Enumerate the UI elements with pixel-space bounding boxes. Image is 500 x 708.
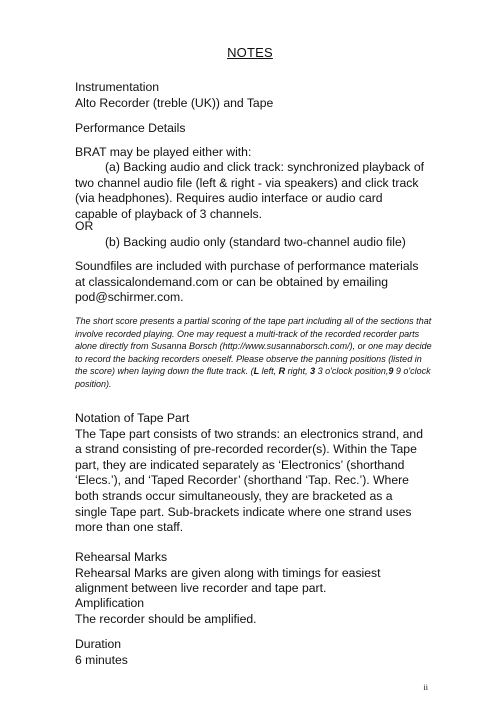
rehearsal-section bbox=[75, 550, 425, 597]
performance-intro: BRAT may be played either with: bbox=[75, 145, 252, 159]
amplification-text: The recorder should be amplified. bbox=[75, 611, 257, 626]
page-title: NOTES bbox=[227, 45, 273, 60]
amplification-heading: Amplification bbox=[75, 596, 145, 610]
performance-option-b: (b) Backing audio only (standard two-channel audio file) bbox=[105, 235, 406, 249]
duration-heading: Duration bbox=[75, 637, 122, 651]
score-note-three-text: 3 o'clock position, bbox=[315, 366, 389, 377]
score-note-text: The short score presents a partial scoring of the tape part including all of the sections that involve recorded playing. One may request a multi-track of the recorded recorder parts alone directly from Susanna Borsch (http://www.susannaborsch.com/), or one may decide to record the backing recorders oneself. Please observe the panning positions (listed in the score) when laying down the flute track. ( bbox=[75, 316, 432, 377]
instrumentation-text: Alto Recorder (treble (UK)) and Tape bbox=[75, 95, 274, 110]
rehearsal-text: Rehearsal Marks are given along with timings for easiest alignment between live recorder and tape part. bbox=[75, 565, 381, 596]
notation-section bbox=[75, 411, 425, 536]
amplification-section bbox=[75, 596, 425, 627]
score-note-nine-text: 9 o'clock position). bbox=[75, 366, 431, 389]
score-note-r-text: right, bbox=[285, 366, 311, 377]
rehearsal-heading: Rehearsal Marks bbox=[75, 550, 168, 564]
score-note-l-text: left, bbox=[259, 366, 279, 377]
score-note-three: 3 bbox=[310, 366, 316, 377]
performance-heading: Performance Details bbox=[75, 121, 186, 135]
instrumentation-section bbox=[75, 80, 425, 111]
performance-or: OR bbox=[75, 219, 94, 233]
page-number: ii bbox=[423, 683, 428, 692]
score-note-nine: 9 bbox=[388, 366, 394, 377]
performance-option-a: (a) Backing audio and click track: synchronized playback of two channel audio file (left & right - via speakers) and click track (via headphones). Requires audio interface or audio card capable of playback of 3 channels. bbox=[75, 160, 425, 221]
duration-section bbox=[75, 637, 425, 668]
notation-text: The Tape part consists of two strands: an electronics strand, and a strand consisting of pre-recorded recorder(s). Within the Tape part, they are indicated separately as ‘Electronics’ (shorthand ‘Elecs.’), and ‘Taped Recorder’ (shorthand ‘Tap. Rec.’). Where both strands occur simultaneously, they are bracketed as a single Tape part. Sub-brackets indicate where one strand uses more than one staff. bbox=[75, 426, 423, 535]
score-note bbox=[75, 315, 435, 391]
instrumentation-heading: Instrumentation bbox=[75, 80, 160, 94]
score-note-r: R bbox=[278, 366, 286, 377]
notation-heading: Notation of Tape Part bbox=[75, 411, 190, 425]
score-note-l: L bbox=[253, 366, 260, 377]
duration-text: 6 minutes bbox=[75, 652, 128, 667]
soundfiles-paragraph: Soundfiles are included with purchase of performance materials at classicalondemand.com or can be obtained by emailing pod@schirmer.com. bbox=[75, 259, 419, 305]
